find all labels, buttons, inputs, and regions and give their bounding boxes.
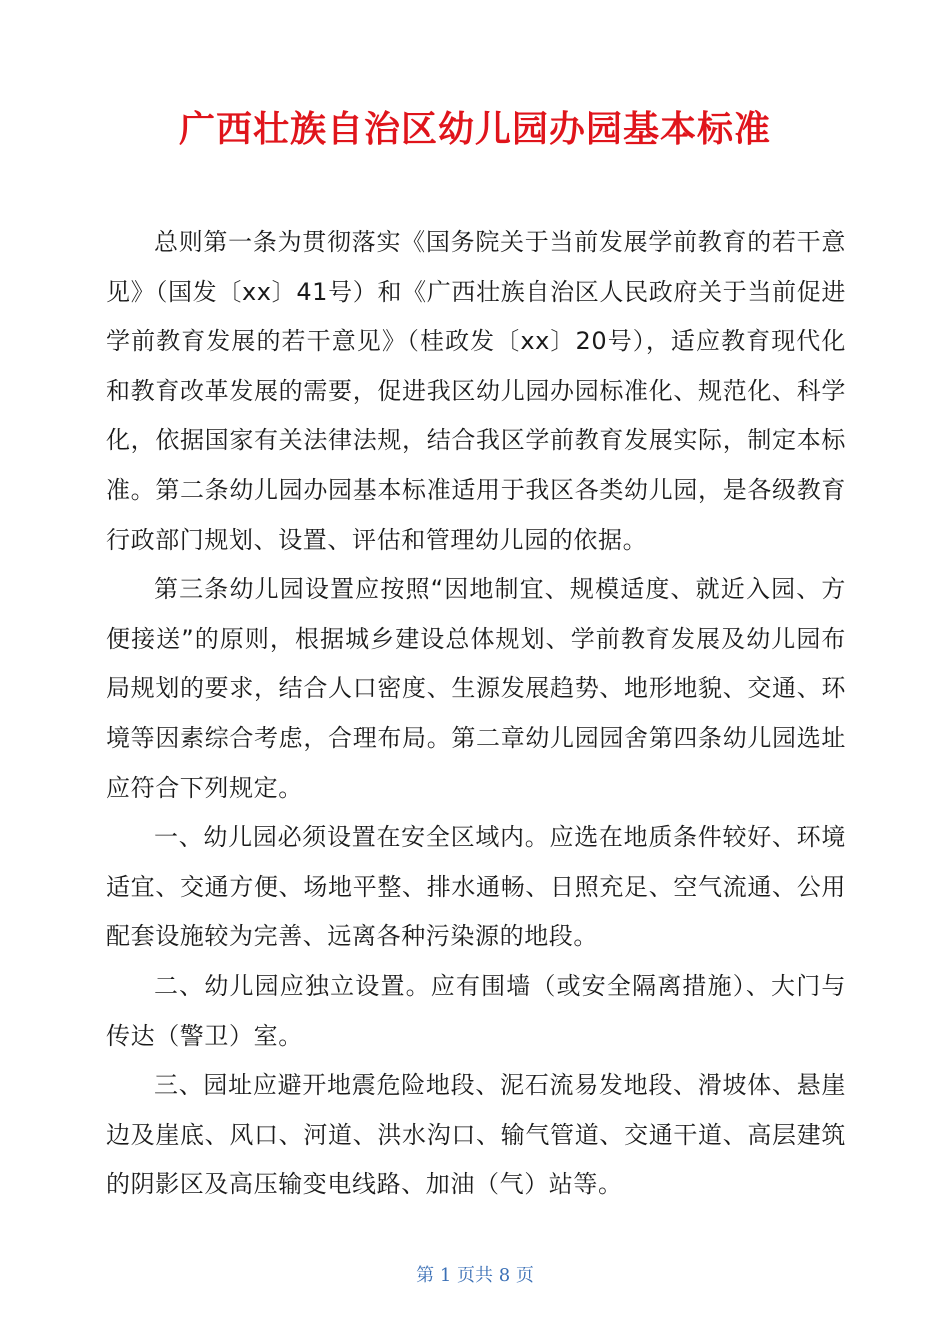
paragraph-5: 三、园址应避开地震危险地段、泥石流易发地段、滑坡体、悬崖边及崖底、风口、河道、洪水沟口、输气管道、交通干道、高层建筑的阴影区及高压输变电线路、加油（气）站等。	[106, 1071, 846, 1199]
paragraph-2: 第三条幼儿园设置应按照“因地制宜、规模适度、就近入园、方便接送”的原则，根据城乡建设总体规划、学前教育发展及幼儿园布局规划的要求，结合人口密度、生源发展趋势、地形地貌、交通、环境等因素综合考虑，合理布局。第二章幼儿园园舍第四条幼儿园选址应符合下列规定。	[106, 575, 846, 802]
paragraph-4: 二、幼儿园应独立设置。应有围墙（或安全隔离措施）、大门与传达（警卫）室。	[106, 971, 846, 1050]
paragraph-3: 一、幼儿园必须设置在安全区域内。应选在地质条件较好、环境适宜、交通方便、场地平整、排水通畅、日照充足、空气流通、公用配套设施较为完善、远离各种污染源的地段。	[106, 823, 846, 951]
page-number-footer: 第 1 页共 8 页	[416, 1265, 534, 1286]
document-body	[106, 218, 846, 1210]
paragraph-1: 总则第一条为贯彻落实《国务院关于当前发展学前教育的若干意见》（国发〔xx〕41号）和《广西壮族自治区人民政府关于当前促进学前教育发展的若干意见》（桂政发〔xx〕20号），适应教育现代化和教育改革发展的需要，促进我区幼儿园办园标准化、规范化、科学化，依据国家有关法律法规，结合我区学前教育发展实际，制定本标准。第二条幼儿园办园基本标准适用于我区各类幼儿园，是各级教育行政部门规划、设置、评估和管理幼儿园的依据。	[106, 228, 846, 554]
document-title: 广西壮族自治区幼儿园办园基本标准	[178, 109, 771, 150]
